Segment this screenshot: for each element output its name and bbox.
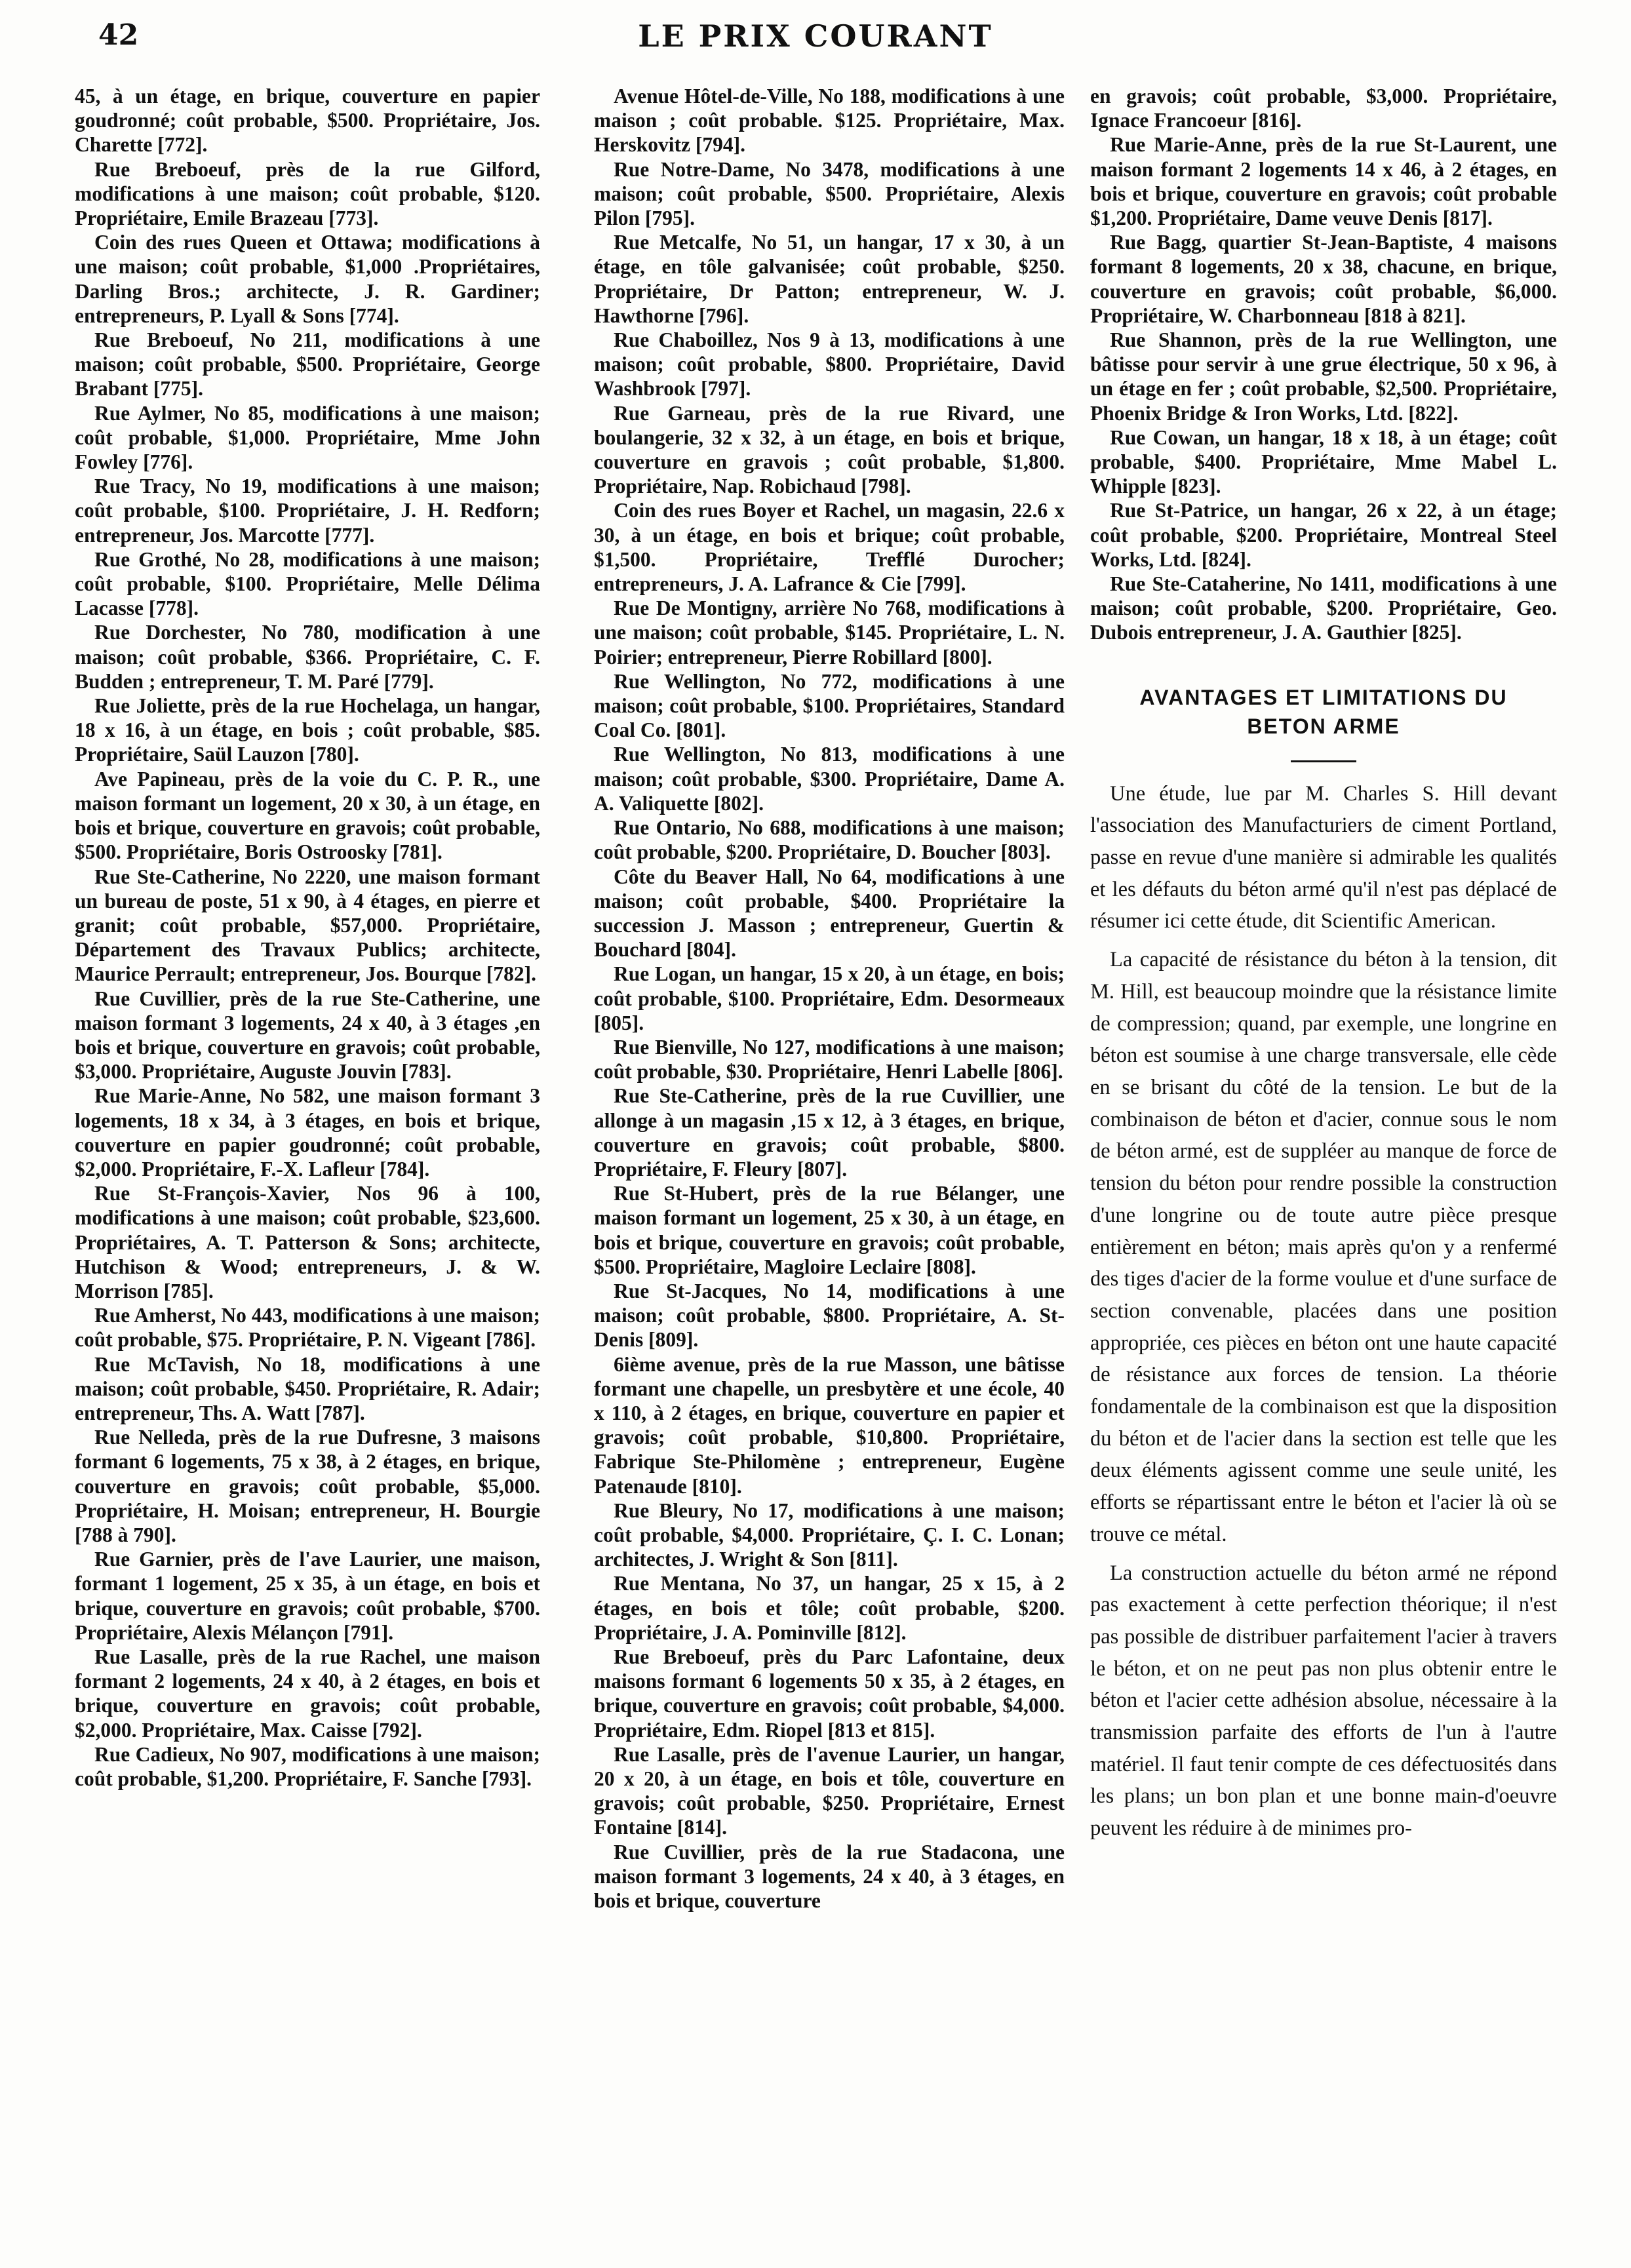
- building-entry: Rue Bagg, quartier St-Jean-Baptiste, 4 maisons formant 8 logements, 20 x 38, chacune, en brique, couverture en gravois; coût probable, $6,000. Propriétaire, W. Charbonneau [818 à 821].: [1090, 231, 1557, 327]
- building-entry: Rue Shannon, près de la rue Wellington, une bâtisse pour servir à une grue électrique, 50 x 96, à un étage en fer ; coût probable, $2,500. Propriétaire, Phoenix Bridge & Iron Works, Ltd. [822].: [1090, 328, 1557, 425]
- building-entry: Rue Garnier, près de l'ave Laurier, une maison, formant 1 logement, 25 x 35, à un étage, en bois et brique, couverture en gravois; coût probable, $700. Propriétaire, Alexis Mélançon [791].: [75, 1548, 540, 1644]
- middle-column: [594, 84, 1065, 1913]
- building-entry: Rue Amherst, No 443, modifications à une maison; coût probable, $75. Propriétaire, P. N. Vigeant [786].: [75, 1304, 540, 1352]
- publication-title: LE PRIX COURANT: [638, 18, 993, 54]
- building-entry: Rue St-Patrice, un hangar, 26 x 22, à un étage; coût probable, $200. Propriétaire, Montreal Steel Works, Ltd. [824].: [1090, 499, 1557, 571]
- building-entry: Rue Ste-Catherine, près de la rue Cuvillier, une allonge à un magasin ,15 x 12, à 3 étages, en brique, couverture en gravois; coût probable, $800. Propriétaire, F. Fleury [807].: [594, 1084, 1065, 1181]
- building-entry: Coin des rues Boyer et Rachel, un magasin, 22.6 x 30, à un étage, en bois et brique; coût probable, $1,500. Propriétaire, Trefflé Durocher; entrepreneurs, J. A. Lafrance & Cie [799].: [594, 499, 1065, 596]
- building-entry: Rue Cadieux, No 907, modifications à une maison; coût probable, $1,200. Propriétaire, F. Sanche [793].: [75, 1742, 540, 1791]
- article-title-line-2: BETON ARME: [1247, 714, 1400, 738]
- building-entry: Rue Breboeuf, près du Parc Lafontaine, deux maisons formant 6 logements 50 x 35, à 2 étages, en brique, couverture en gravois; coût probable, $4,000. Propriétaire, Edm. Riopel [813 et 815].: [594, 1645, 1065, 1742]
- headline-rule: [1291, 760, 1356, 762]
- building-entry: 6ième avenue, près de la rue Masson, une bâtisse formant une chapelle, un presbytère et une école, 40 x 110, à 2 étages, en brique, couverture en papier et gravois; coût probable, $10,800. Propriétaire, Fabrique Ste-Philomène ; entrepreneur, Eugène Patenaude [810].: [594, 1352, 1065, 1498]
- building-entry: Rue Aylmer, No 85, modifications à une maison; coût probable, $1,000. Propriétaire, Mme John Fowley [776].: [75, 401, 540, 474]
- building-entry: Rue Joliette, près de la rue Hochelaga, un hangar, 18 x 16, à un étage, en bois ; coût probable, $85. Propriétaire, Saül Lauzon [780].: [75, 694, 540, 766]
- building-entry: Rue Cuvillier, près de la rue Stadacona, une maison formant 3 logements, 24 x 40, à 3 étages, en bois et brique, couverture: [594, 1840, 1065, 1913]
- article-title-line-1: AVANTAGES ET LIMITATIONS DU: [1139, 685, 1508, 709]
- article-paragraph: Une étude, lue par M. Charles S. Hill devant l'association des Manufacturiers de ciment Portland, passe en revue d'une manière si admirable les qualités et les défauts du béton armé qu'il n'est pas déplacé de résumer ici cette étude, dit Scientific American.: [1090, 781, 1557, 933]
- building-entry: en gravois; coût probable, $3,000. Propriétaire, Ignace Francoeur [816].: [1090, 85, 1557, 132]
- building-entry: Rue Garneau, près de la rue Rivard, une boulangerie, 32 x 32, à un étage, en bois et brique, couverture en gravois ; coût probable, $1,800. Propriétaire, Nap. Robichaud [798].: [594, 401, 1065, 498]
- building-entry: Rue Tracy, No 19, modifications à une maison; coût probable, $100. Propriétaire, J. H. Redforn; entrepreneur, Jos. Marcotte [777].: [75, 475, 540, 547]
- building-entry: Rue Ste-Cataherine, No 1411, modifications à une maison; coût probable, $200. Propriétaire, Geo. Dubois entrepreneur, J. A. Gauthier [825].: [1090, 572, 1557, 644]
- building-entry: Rue Cuvillier, près de la rue Ste-Catherine, une maison formant 3 logements, 24 x 40, à 3 étages ,en bois et brique, couverture en gravois; coût probable, $3,000. Propriétaire, Auguste Jouvin [783].: [75, 987, 540, 1084]
- building-entry: Rue Marie-Anne, près de la rue St-Laurent, une maison formant 2 logements 14 x 46, à 2 étages, en bois et brique, couverture en gravois; coût probable $1,200. Propriétaire, Dame veuve Denis [817].: [1090, 133, 1557, 230]
- building-entry: Rue Dorchester, No 780, modification à une maison; coût probable, $366. Propriétaire, C. F. Budden ; entrepreneur, T. M. Paré [779].: [75, 621, 540, 693]
- building-entry: 45, à un étage, en brique, couverture en papier goudronné; coût probable, $500. Propriétaire, Jos. Charette [772].: [75, 85, 540, 157]
- building-entry: Coin des rues Queen et Ottawa; modifications à une maison; coût probable, $1,000 .Propriétaires, Darling Bros.; architecte, J. R. Gardiner; entrepreneurs, P. Lyall & Sons [774].: [75, 231, 540, 327]
- building-entry: Côte du Beaver Hall, No 64, modifications à une maison; coût probable, $400. Propriétaire la succession J. Masson ; entrepreneur, Guertin & Bouchard [804].: [594, 865, 1065, 962]
- building-entry: Rue Chaboillez, Nos 9 à 13, modifications à une maison; coût probable, $800. Propriétaire, David Washbrook [797].: [594, 328, 1065, 401]
- building-entry: Rue Breboeuf, No 211, modifications à une maison; coût probable, $500. Propriétaire, George Brabant [775].: [75, 328, 540, 401]
- article-headline: [1090, 683, 1557, 741]
- building-entry: Rue Marie-Anne, No 582, une maison formant 3 logements, 18 x 34, à 3 étages, en bois et brique, couverture en papier goudronné; coût probable, $2,000. Propriétaire, F.-X. Lafleur [784].: [75, 1084, 540, 1181]
- building-entry: Avenue Hôtel-de-Ville, No 188, modifications à une maison ; coût probable. $125. Propriétaire, Max. Herskovitz [794].: [594, 85, 1065, 157]
- building-entry: Rue Breboeuf, près de la rue Gilford, modifications à une maison; coût probable, $120. Propriétaire, Emile Brazeau [773].: [75, 157, 540, 230]
- building-entry: Rue St-Hubert, près de la rue Bélanger, une maison formant un logement, 25 x 30, à un étage, en bois et brique, couverture en gravois; coût probable, $500. Propriétaire, Magloire Leclaire [808].: [594, 1182, 1065, 1278]
- page-header: [98, 18, 1533, 71]
- building-entry: Rue Bleury, No 17, modifications à une maison; coût probable, $4,000. Propriétaire, Ç. I. C. Lonan; architectes, J. Wright & Son [811].: [594, 1498, 1065, 1571]
- building-entry: Rue Cowan, un hangar, 18 x 18, à un étage; coût probable, $400. Propriétaire, Mme Mabel L. Whipple [823].: [1090, 425, 1557, 498]
- right-column: [1090, 84, 1557, 1845]
- building-entry: Rue De Montigny, arrière No 768, modifications à une maison; coût probable, $145. Propriétaire, L. N. Poirier; entrepreneur, Pierre Robillard [800].: [594, 596, 1065, 669]
- building-entry: Rue Nelleda, près de la rue Dufresne, 3 maisons formant 6 logements, 75 x 38, à 2 étages, en brique, couverture en gravois; coût probable, $5,000. Propriétaire, H. Moisan; entrepreneur, H. Bourgie [788 à 790].: [75, 1426, 540, 1546]
- building-permits-continued: [1090, 84, 1557, 645]
- left-column: [75, 84, 540, 1791]
- building-entry: Ave Papineau, près de la voie du C. P. R., une maison formant un logement, 20 x 30, à un étage, en bois et brique, couverture en gravois; coût probable, $500. Propriétaire, Boris Ostroosky [781].: [75, 767, 540, 864]
- building-entry: Rue St-François-Xavier, Nos 96 à 100, modifications à une maison; coût probable, $23,600. Propriétaires, A. T. Patterson & Sons; architecte, Hutchison & Wood; entrepreneurs, J. & W. Morrison [785].: [75, 1182, 540, 1302]
- building-entry: Rue St-Jacques, No 14, modifications à une maison; coût probable, $800. Propriétaire, A. St-Denis [809].: [594, 1279, 1065, 1352]
- article-paragraph: La capacité de résistance du béton à la tension, dit M. Hill, est beaucoup moindre que la résistance limite de compression; quand, par exemple, une longrine en béton est soumise à une charge transversale, elle cède en se brisant du côté de la tension. Le but de la combinaison de béton et d'acier, connue sous le nom de béton armé, est de suppléer au manque de force de tension du béton pour rendre possible la construction d'une longrine ou de toute autre pièce presque entièrement en béton; mais après qu'on y a renfermé des tiges d'acier de la forme voulue et d'une surface de section convenable, placées dans une position appropriée, ces pièces en béton ont une haute capacité de résistance aux forces de tension. La théorie fondamentale de la combinaison est que la disposition du béton et de l'acier dans la section est telle que les deux éléments agissent comme une seule unité, les efforts se répartissant entre le béton et l'acier là où se trouve ce métal.: [1090, 948, 1557, 1546]
- article-paragraph: La construction actuelle du béton armé ne répond pas exactement à cette perfection théorique; il n'est pas possible de distribuer parfaitement l'acier à travers le béton, et on ne peut pas non plus obtenir entre le béton et l'acier cette adhésion absolue, nécessaire à la transmission parfaite des efforts de l'un à l'autre matériel. Il faut tenir compte de ces défectuosités dans les plans; un bon plan et une bonne main-d'oeuvre peuvent les réduire à de minimes pro-: [1090, 1561, 1557, 1841]
- building-entry: Rue Logan, un hangar, 15 x 20, à un étage, en bois; coût probable, $100. Propriétaire, Edm. Desormeaux [805].: [594, 962, 1065, 1034]
- page-number: 42: [98, 18, 139, 52]
- building-entry: Rue Wellington, No 813, modifications à une maison; coût probable, $300. Propriétaire, Dame A. A. Valiquette [802].: [594, 743, 1065, 815]
- building-entry: Rue Lasalle, près de l'avenue Laurier, un hangar, 20 x 20, à un étage, en bois et tôle, couverture en gravois; coût probable, $250. Propriétaire, Ernest Fontaine [814].: [594, 1742, 1065, 1839]
- building-entry: Rue Mentana, No 37, un hangar, 25 x 15, à 2 étages, en bois et tôle; coût probable, $200. Propriétaire, J. A. Pominville [812].: [594, 1572, 1065, 1644]
- article-body: [1090, 778, 1557, 1845]
- building-entry: Rue Grothé, No 28, modifications à une maison; coût probable, $100. Propriétaire, Melle Délima Lacasse [778].: [75, 547, 540, 620]
- building-entry: Rue Wellington, No 772, modifications à une maison; coût probable, $100. Propriétaires, Standard Coal Co. [801].: [594, 669, 1065, 742]
- building-entry: Rue Metcalfe, No 51, un hangar, 17 x 30, à un étage, en tôle galvanisée; coût probable, $250. Propriétaire, Dr Patton; entrepreneur, W. J. Hawthorne [796].: [594, 231, 1065, 327]
- building-entry: Rue Ste-Catherine, No 2220, une maison formant un bureau de poste, 51 x 90, à 4 étages, en pierre et granit; coût probable, $57,000. Propriétaire, Département des Travaux Publics; architecte, Maurice Perrault; entrepreneur, Jos. Bourque [782].: [75, 865, 540, 986]
- building-entry: Rue Bienville, No 127, modifications à une maison; coût probable, $30. Propriétaire, Henri Labelle [806].: [594, 1035, 1065, 1084]
- building-entry: Rue Ontario, No 688, modifications à une maison; coût probable, $200. Propriétaire, D. Boucher [803].: [594, 816, 1065, 864]
- building-entry: Rue Notre-Dame, No 3478, modifications à une maison; coût probable, $500. Propriétaire, Alexis Pilon [795].: [594, 157, 1065, 230]
- building-entry: Rue McTavish, No 18, modifications à une maison; coût probable, $450. Propriétaire, R. Adair; entrepreneur, Ths. A. Watt [787].: [75, 1352, 540, 1424]
- building-entry: Rue Lasalle, près de la rue Rachel, une maison formant 2 logements, 24 x 40, à 2 étages, en bois et brique, couverture en gravois; coût probable, $2,000. Propriétaire, Max. Caisse [792].: [75, 1645, 540, 1742]
